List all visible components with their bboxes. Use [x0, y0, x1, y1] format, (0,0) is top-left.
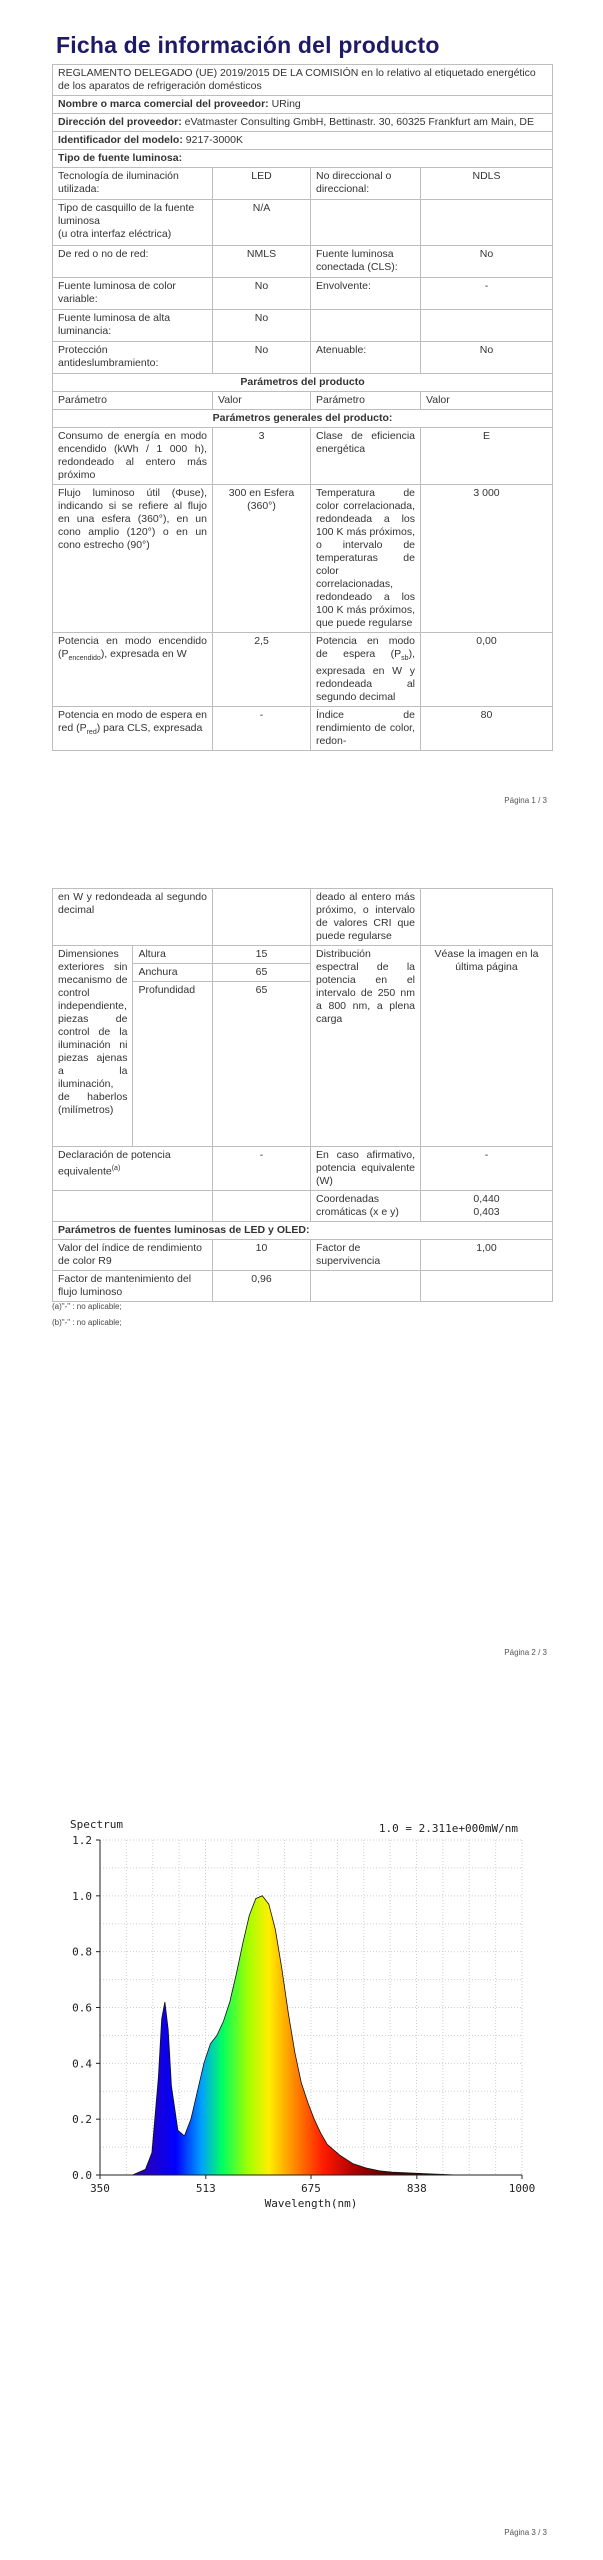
x-axis-label: Wavelength(nm)	[264, 2197, 358, 2210]
model-id-row	[53, 132, 553, 150]
supplier-address-row	[53, 114, 553, 132]
param-value: -	[421, 1147, 553, 1191]
dimension-value: 65	[213, 982, 310, 1147]
y-tick-label: 0.2	[72, 2113, 92, 2127]
spectrum-chart	[52, 1790, 552, 2210]
param-value: 0,96	[213, 1271, 311, 1302]
param-label: Declaración de potencia equivalente$^{(a)}$	[53, 1147, 213, 1191]
supplier-address-label: Dirección del proveedor:	[58, 116, 182, 128]
ls-value	[421, 200, 553, 246]
y-tick-label: 1.2	[72, 1834, 92, 1847]
param-label: Potencia en modo de espera $(P_{sb})$, expresada en W y redondeada al segundo decimal	[311, 633, 421, 707]
param-value: 1,00	[421, 1240, 553, 1271]
param-label: Clase de eficiencia energética	[311, 428, 421, 485]
param-label-empty	[53, 1191, 213, 1222]
page-2	[0, 870, 603, 1700]
param-value-empty	[213, 1191, 311, 1222]
ls-label: Tipo de casquillo de la fuente luminosa (u otra interfaz eléctrica)	[53, 200, 213, 246]
supplier-name-value: URing	[271, 98, 301, 110]
param-label: Potencia en modo encendido $(P_{encendido})$, expresada en W	[53, 633, 213, 707]
x-tick-label: 513	[195, 2182, 216, 2195]
col-header-value: Valor	[213, 392, 311, 410]
ls-value	[421, 310, 553, 342]
param-label: Temperatura de color correlacionada, redondeada a los 100 K más próximos, o intervalo de temperaturas de color correlacionadas, redondeado a los 100 K más próximos, que puede regularse	[311, 485, 421, 633]
x-tick-label: 675	[301, 2182, 321, 2195]
ls-value: No	[421, 342, 553, 374]
x-tick-label: 350	[90, 2182, 110, 2195]
param-value: Véase la imagen en la última página	[421, 946, 553, 1147]
col-header-param: Parámetro	[53, 392, 213, 410]
regulation-text: REGLAMENTO DELEGADO (UE) 2019/2015 DE LA COMISIÓN en lo relativo al etiquetado energético de los aparatos de refrigeración domésticos	[53, 65, 553, 96]
dimensions-cell	[53, 946, 213, 1147]
page-3	[0, 1710, 603, 2560]
y-tick-label: 0.8	[72, 1945, 92, 1959]
ls-label	[311, 200, 421, 246]
dimension-name: Profundidad	[133, 982, 212, 1147]
page-break-fade	[52, 772, 552, 786]
col-header-param: Parámetro	[311, 392, 421, 410]
param-value: -	[213, 707, 311, 751]
dimension-value: 15	[213, 946, 310, 964]
ls-value: No	[213, 310, 311, 342]
led-params-title: Parámetros de fuentes luminosas de LED y OLED:	[53, 1222, 553, 1240]
param-value: 3 000	[421, 485, 553, 633]
param-value-empty	[213, 889, 311, 946]
model-id-value: 9217-3000K	[185, 134, 243, 146]
y-tick-label: 0.6	[72, 2001, 92, 2015]
param-value-empty	[421, 889, 553, 946]
param-value: -	[213, 1147, 311, 1191]
ls-label: Fuente luminosa de color variable:	[53, 278, 213, 310]
footnote-b: (b)"-" : no aplicable;	[52, 1318, 122, 1327]
param-label: Coordenadas cromáticas (x e y)	[311, 1191, 421, 1222]
page-number: Página 1 / 3	[504, 796, 547, 805]
ls-label: Protección antideslumbramiento:	[53, 342, 213, 374]
param-label: Consumo de energía en modo encendido (kWh / 1 000 h), redondeado al entero más próximo	[53, 428, 213, 485]
param-value: 0,00	[421, 633, 553, 707]
general-params-title: Parámetros generales del producto:	[53, 410, 553, 428]
page-number: Página 2 / 3	[504, 1648, 547, 1657]
param-label: Factor de supervivencia	[311, 1240, 421, 1271]
dimension-value: 65	[213, 964, 310, 982]
scale-note: 1.0 = 2.311e+000mW/nm	[378, 1822, 518, 1835]
ls-label: Tecnología de iluminación utilizada:	[53, 168, 213, 200]
model-id-label: Identificador del modelo:	[58, 134, 183, 146]
ls-value: No	[213, 278, 311, 310]
param-value: 10	[213, 1240, 311, 1271]
light-source-section: Tipo de fuente luminosa:	[53, 150, 553, 168]
x-tick-label: 838	[406, 2182, 427, 2195]
ls-value: NDLS	[421, 168, 553, 200]
dimension-name: Altura	[133, 946, 212, 964]
param-label	[311, 1271, 421, 1302]
dimensions-table	[53, 946, 212, 1146]
param-label: Distribución espectral de la potencia en el intervalo de 250 nm a 800 nm, a plena carga	[311, 946, 421, 1147]
product-params-title: Parámetros del producto	[53, 374, 553, 392]
param-label: en W y redondeada al segundo decimal	[53, 889, 213, 946]
ls-value: LED	[213, 168, 311, 200]
param-value	[421, 1271, 553, 1302]
param-label: deado al entero más próximo, o intervalo de valores CRI que puede regularse	[311, 889, 421, 946]
ls-label: De red o no de red:	[53, 246, 213, 278]
param-label: Factor de mantenimiento del flujo luminoso	[53, 1271, 213, 1302]
param-value: E	[421, 428, 553, 485]
dimension-values-cell	[213, 946, 311, 1147]
ls-label: Fuente luminosa de alta luminancia:	[53, 310, 213, 342]
param-value: 3	[213, 428, 311, 485]
footnote-a: (a)"-" : no aplicable;	[52, 1302, 122, 1311]
param-value: 0,440 0,403	[421, 1191, 553, 1222]
supplier-name-row	[53, 96, 553, 114]
param-value: 300 en Esfera (360°)	[213, 485, 311, 633]
page-1	[0, 0, 603, 830]
page-number: Página 3 / 3	[504, 2528, 547, 2537]
y-tick-label: 0.4	[72, 2057, 92, 2071]
y-tick-label: 1.0	[72, 1889, 92, 1903]
dimension-values	[213, 946, 310, 1146]
y-axis-label: Spectrum	[70, 1818, 123, 1831]
y-tick-label: 0.0	[72, 2169, 92, 2182]
param-label: Flujo luminoso útil (Φuse), indicando si se refiere al flujo en una esfera (360°), en un cono amplio (120°) o en un cono estrecho (90°)	[53, 485, 213, 633]
product-params-continued-table	[52, 888, 553, 1302]
dimensions-label: Dimensiones exteriores sin mecanismo de control independiente, piezas de control de la iluminación ni piezas ajenas a la iluminación, de haberlos (milímetros)	[53, 946, 133, 1146]
ls-value: -	[421, 278, 553, 310]
ls-value: NMLS	[213, 246, 311, 278]
ls-label: Atenuable:	[311, 342, 421, 374]
param-value: 80	[421, 707, 553, 751]
param-label: Índice de rendimiento de color, redon-	[311, 707, 421, 751]
ls-value: No	[213, 342, 311, 374]
ls-value: No	[421, 246, 553, 278]
product-info-table	[52, 64, 553, 751]
param-label: Valor del índice de rendimiento de color R9	[53, 1240, 213, 1271]
ls-label	[311, 310, 421, 342]
supplier-name-label: Nombre o marca comercial del proveedor:	[58, 98, 269, 110]
x-tick-label: 1000	[508, 2182, 536, 2195]
supplier-address-value: eVatmaster Consulting GmbH, Bettinastr. 30, 60325 Frankfurt am Main, DE	[184, 116, 535, 128]
dimension-name: Anchura	[133, 964, 212, 982]
col-header-value: Valor	[421, 392, 553, 410]
ls-label: Envolvente:	[311, 278, 421, 310]
ls-label: Fuente luminosa conectada (CLS):	[311, 246, 421, 278]
param-value: 2,5	[213, 633, 311, 707]
param-label: Potencia en modo de espera en red $(P_{red})$ para CLS, expresada	[53, 707, 213, 751]
ls-value: N/A	[213, 200, 311, 246]
page-title: Ficha de información del producto	[56, 32, 440, 58]
ls-label: No direccional o direccional:	[311, 168, 421, 200]
param-label: En caso afirmativo, potencia equivalente (W)	[311, 1147, 421, 1191]
